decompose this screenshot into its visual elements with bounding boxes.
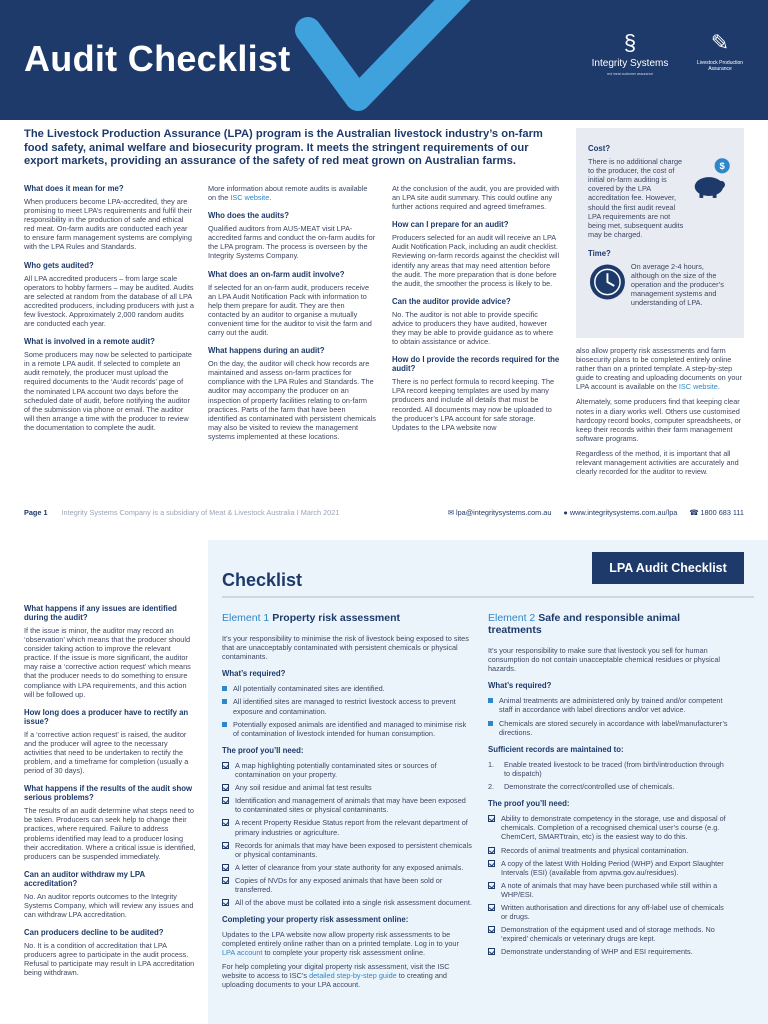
checklist-divider — [222, 596, 754, 598]
isc-website-link-2[interactable]: ISC website — [678, 382, 718, 392]
para-who-does-audits: Qualified auditors from AUS-MEAT visit LPA-accredited farms and conduct the on-farm audits for the LPA program. The process is overseen by the Integrity Systems Company. — [208, 224, 376, 261]
footer-web-text: www.integritysystems.com.au/lpa — [569, 508, 678, 517]
checkbox-icon[interactable] — [488, 860, 495, 867]
heading-who-does-audits: Who does the audits? — [208, 211, 289, 221]
heading-during-audit: What happens during an audit? — [208, 346, 325, 356]
element-1-required-list — [222, 684, 472, 737]
page-footer — [24, 508, 744, 517]
checkbox-icon[interactable] — [488, 948, 495, 955]
checklist-item[interactable] — [222, 796, 472, 814]
checklist-item-text: A copy of the latest With Holding Period (WHP) and Export Slaughter Intervals (ESI) (available from apvma.gov.au/residues). — [501, 858, 724, 877]
list-item — [222, 684, 472, 693]
para-conclusion: At the conclusion of the audit, you are provided with an LPA site audit summary. This could outline any further actions required and agreed timeframes. — [392, 184, 560, 212]
element-2-required-heading: What’s required? — [488, 681, 552, 691]
integrity-systems-logo-name: Integrity Systems — [591, 58, 669, 69]
para-issues-identified: If the issue is minor, the auditor may record an ‘observation’ which means that the producer should consider taking action to improve the relevant practice. If the issue is more significant, the auditor may raise a ‘corrective action request’ which means that the producer needs to do something to ensure compliance with LPA requirements, and this action will be followed up. — [24, 626, 191, 699]
para-regardless: Regardless of the method, it is important that all relevant management activities are accurately and clearly recorded for the auditor to review. — [576, 448, 739, 477]
cost-time-box — [576, 128, 744, 338]
checklist-item[interactable] — [488, 846, 728, 855]
checkbox-icon[interactable] — [488, 815, 495, 822]
footer-phone-text: 1800 683 111 — [700, 508, 744, 517]
checklist-item-text: Demonstrate understanding of WHP and ESI requirements. — [501, 947, 693, 957]
heading-who-gets-audited: Who gets audited? — [24, 260, 94, 270]
checklist-item[interactable] — [222, 863, 472, 872]
heading-withdraw: Can an auditor withdraw my LPA accreditation? — [24, 869, 145, 888]
globe-icon: ● — [563, 508, 570, 517]
list-item-text: All potentially contaminated sites are identified. — [233, 684, 385, 694]
footer-web[interactable] — [563, 508, 677, 517]
footer-email[interactable] — [448, 508, 552, 517]
element-1-number: Element 1 — [222, 612, 270, 624]
checklist-item-text: Identification and management of animals that may have been exposed to contaminated sites or physical contaminants. — [235, 796, 466, 815]
element-2-required-list — [488, 696, 728, 736]
checklist-item-text: Written authorisation and directions for any off-label use of chemicals or drugs. — [501, 902, 724, 922]
heading-remote-audit: What is involved in a remote audit? — [24, 337, 155, 347]
para-what-does-it-mean: When producers become LPA-accredited, they are promising to meet LPA’s requirements and fulfil their responsibility in the production of safe and ethical red meat. On-farm audits are conducted each year to ensure farm management systems are complying with the LPA Rules and Standards. — [24, 197, 192, 252]
heading-rectify: How long does a producer have to rectify an issue? — [24, 707, 189, 726]
checkbox-icon[interactable] — [488, 847, 495, 854]
checklist-item[interactable] — [488, 903, 728, 921]
integrity-systems-logo-icon: § — [623, 30, 637, 55]
bullet-square-icon — [222, 699, 227, 704]
dollar-icon: $ — [719, 161, 726, 173]
online-para-2-text: For help completing your digital property risk assessment, visit the ISC website to access to ISC’s — [222, 961, 450, 980]
list-item-text: Demonstrate the correct/controlled use of chemicals. — [504, 782, 675, 792]
checkbox-icon[interactable] — [488, 926, 495, 933]
list-item — [488, 696, 728, 714]
heading-issues-identified: What happens if any issues are identified during the audit? — [24, 604, 177, 622]
element-1 — [222, 612, 472, 993]
column-4 — [576, 346, 744, 479]
checklist-item[interactable] — [222, 841, 472, 859]
step-by-step-guide-link[interactable]: detailed step-by-step guide — [309, 970, 397, 980]
cost-text: There is no additional charge to the producer, the cost of initial on-farm auditing is covered by the LPA accreditation fee. However, should the first audit reveal LPA requirements are not being met, subsequent audits may be charged. — [588, 157, 684, 239]
email-icon: ✉ — [447, 508, 456, 517]
checklist-item[interactable] — [222, 818, 472, 836]
para-online-records-text: also allow property risk assessments and farm biosecurity plans to be completed entirely online rather than on a printed template. A step-by-step guide to creating and uploading documents on your LPA account is available on the — [576, 346, 742, 392]
checkbox-icon[interactable] — [222, 864, 229, 871]
heading-provide-records: How do I provide the records required for the audit? — [392, 355, 560, 374]
element-2-proof-list — [488, 814, 728, 956]
heading-advice: Can the auditor provide advice? — [392, 296, 511, 306]
list-item-text: Enable treated livestock to be traced (from birth/introduction through to dispatch) — [504, 759, 724, 778]
para-on-farm-audit: If selected for an on-farm audit, producers receive an LPA Audit Notification Pack with information to help them prepare for audit. They are then contacted by an auditor to organise a mutually convenient time for the auditor to visit the farm and carry out the audit. — [208, 282, 372, 338]
faq-column — [24, 604, 196, 980]
checklist-item-text: A note of animals that may have been purchased while still within a WHP/ESI. — [501, 880, 718, 899]
checkbox-icon[interactable] — [222, 877, 229, 884]
footer-contacts — [448, 508, 744, 517]
isc-website-link[interactable]: ISC website — [230, 193, 270, 203]
heading-what-does-it-mean: What does it mean for me? — [24, 184, 124, 193]
list-item — [222, 720, 472, 738]
para-provide-records: There is no perfect formula to record keeping. The LPA record keeping templates are used by many producers and include all details that must be recorded. All documents may now be uploaded to the producer’s LPA account for safe storage. Updates to the LPA website now — [392, 377, 555, 432]
para-decline: No. It is a condition of accreditation that LPA producers agree to participate in the audit process. Refusal to participate may result in LPA accreditation being withdrawn. — [24, 941, 195, 978]
cost-title: Cost? — [588, 144, 611, 153]
column-2 — [208, 184, 376, 444]
clock-icon — [588, 262, 627, 302]
para-serious-problems: The results of an audit determine what steps need to be taken. Producers can seek help to change their practices, where required. Failure to address problems identified may lead to a producer losing their accreditation. Where a critical issue is identified, producers can be suspended immediately. — [24, 806, 196, 861]
checklist-title: Checklist — [222, 570, 303, 590]
cost-block — [588, 157, 732, 239]
checklist-item[interactable] — [488, 814, 728, 841]
para-during-audit: On the day, the auditor will check how records are maintained and assess on-farm practices for compliance with the LPA Rules and Standards. The auditor may accompany the producer on an inspection of property facilities relating to on-farm practices. Parts of the farm that have been identified as contaminated with persistent chemicals may also be visited to review the management systems implemented at these locations. — [208, 359, 376, 441]
checklist-item[interactable] — [488, 859, 728, 877]
checklist-item-text: Any soil residue and animal fat test results — [235, 783, 372, 793]
heading-on-farm-audit: What does an on-farm audit involve? — [208, 269, 345, 279]
time-block — [588, 262, 732, 307]
lpa-logo — [690, 32, 750, 72]
checkbox-icon[interactable] — [222, 797, 229, 804]
list-number: 2. — [488, 782, 495, 792]
checklist-item[interactable] — [222, 898, 472, 907]
checklist-item-text: Records for animals that may have been exposed to persistent chemicals or physical contaminants. — [235, 840, 472, 859]
checkbox-icon[interactable] — [222, 762, 229, 769]
list-item-text: All identified sites are managed to restrict livestock access to prevent exposure and contamination. — [233, 697, 456, 716]
element-1-required-heading: What’s required? — [222, 669, 286, 679]
element-2-intro: It’s your responsibility to make sure that livestock you sell for human consumption do not contain unacceptable chemical residues or physical hazards. — [488, 646, 721, 674]
para-online-records — [576, 346, 744, 391]
checklist-item[interactable] — [488, 925, 728, 943]
checklist-item-text: A letter of clearance from your state authority for any exposed animals. — [235, 862, 464, 872]
para-withdraw: No. An auditor reports outcomes to the Integrity Systems Company, which will review any issues and can withdraw LPA accreditation. — [24, 891, 194, 919]
online-para-1-end: to complete your property risk assessment online. — [262, 948, 426, 958]
para-remote-info-text: More information about remote audits is available on the — [208, 184, 368, 203]
heading-prepare: How can I prepare for an audit? — [392, 220, 509, 230]
list-item — [488, 760, 728, 778]
checkmark-graphic — [280, 0, 500, 120]
checklist-item[interactable] — [488, 881, 728, 899]
element-1-name: Property risk assessment — [272, 612, 401, 624]
element-2-number: Element 2 — [488, 612, 536, 624]
checklist-item-text: A map highlighting potentially contaminated sites or sources of contamination on your property. — [235, 760, 437, 780]
para-remote-audit: Some producers may now be selected to participate in a remote LPA audit. If selected to complete an audit remotely, the producer must upload the required documents to the ‘Audit records’ page of the nominated LPA account two days before the scheduled date of audit, before notifying the auditor of the submission via phone or email. The auditor will then arrange a time with the producer to review the documentation to complete the audit. — [24, 350, 192, 432]
element-1-online-para-1 — [222, 930, 472, 957]
column-1 — [24, 184, 194, 435]
intro-paragraph: The Livestock Production Assurance (LPA) program is the Australian livestock industry’s on-farm food safety, animal welfare and biosecurity program. It meets the stringent requirements of our export markets, providing an assurance of the safety of red meat grown on Australian farms. — [24, 128, 543, 167]
checklist-item-text: Copies of NVDs for any exposed animals that have been sold or transferred. — [235, 875, 443, 894]
element-1-online-heading: Completing your property risk assessment online: — [222, 915, 409, 925]
piggy-bank-icon — [690, 157, 732, 201]
bullet-square-icon — [222, 722, 227, 727]
heading-decline: Can producers decline to be audited? — [24, 928, 164, 938]
element-2-records-heading: Sufficient records are maintained to: — [488, 744, 624, 754]
phone-icon: ☎ — [689, 508, 701, 517]
lpa-account-link[interactable]: LPA account — [222, 948, 263, 958]
para-diary: Alternately, some producers find that keeping clear notes in a diary works well. Others use customised hardcopy record books, computer spreadsheets, or keep their records within their farm management software programs. — [576, 397, 742, 443]
list-item — [488, 782, 728, 791]
checklist-item[interactable] — [488, 947, 728, 956]
para-who-gets-audited: All LPA accredited producers – from large scale operators to hobby farmers – may be audited. Audits are selected at random from the database of all LPA accredited producers, including producers with just a few livestock. Approximately 2,000 random audits are conducted each year. — [24, 273, 194, 329]
heading-serious-problems: What happens if the results of the audit show serious problems? — [24, 784, 193, 803]
list-item-text: Animal treatments are administered only by trained and/or competent staff in accordance with label directions and/or vet advice. — [499, 696, 723, 715]
integrity-systems-logo — [590, 32, 670, 76]
bullet-square-icon — [488, 721, 493, 726]
para-prepare: Producers selected for an audit will receive an LPA Audit Notification Pack, including an audit checklist. Reviewing on-farm records against the checklist will identify any areas that may need attention before the audit. The more preparation that is done before the audit, the smoother the process is likely to be. — [392, 233, 560, 288]
checkbox-icon[interactable] — [222, 784, 229, 791]
element-2-title — [488, 612, 728, 636]
page-number: Page 1 — [24, 508, 48, 517]
list-number: 1. — [488, 759, 495, 769]
online-para-1-text: Updates to the LPA website now allow property risk assessments to be completed entirely online rather than on a printed template. Log in to your — [222, 930, 459, 949]
time-title: Time? — [588, 248, 611, 258]
para-remote-info-end: . — [269, 193, 272, 203]
element-1-online-para-2 — [222, 962, 472, 989]
checkbox-icon[interactable] — [222, 899, 229, 906]
lpa-logo-icon: ✎ — [710, 30, 730, 55]
online-para-2-end: to creating and uploading documents to your LPA account. — [222, 970, 447, 989]
list-item-text: Potentially exposed animals are identified and managed to minimise risk of contamination of livestock intended for human consumption. — [233, 719, 467, 738]
checklist-item-text: A recent Property Residue Status report from the relevant department of primary industries or agriculture. — [235, 818, 468, 837]
checkbox-icon[interactable] — [488, 904, 495, 911]
element-1-proof-list — [222, 761, 472, 907]
element-1-proof-heading: The proof you’ll need: — [222, 745, 304, 755]
checklist-panel — [208, 540, 768, 1024]
column-3 — [392, 184, 560, 435]
checklist-item[interactable] — [222, 876, 472, 894]
para-rectify: If a ‘corrective action request’ is raised, the auditor and the producer will agree to the necessary activities that need to be undertaken to rectify the problem, and a timeframe for completion (usually a period of 30 days). — [24, 729, 189, 776]
para-online-records-end: . — [717, 382, 720, 392]
element-2 — [488, 612, 728, 960]
checklist-item[interactable] — [222, 783, 472, 792]
list-item — [488, 719, 728, 737]
para-remote-info — [208, 184, 376, 202]
time-text: On average 2-4 hours, although on the size of the operation and the producer’s management systems and understanding of LPA. — [630, 262, 724, 308]
checklist-item-text: All of the above must be collated into a single risk assessment document. — [235, 898, 472, 908]
checkbox-icon[interactable] — [222, 842, 229, 849]
footer-company-text: Integrity Systems Company is a subsidiary of Meat & Livestock Australia I March 2021 — [61, 508, 340, 517]
integrity-systems-logo-tagline: red meat customer assurance — [606, 72, 654, 76]
checklist-item-text: Records of animal treatments and physical contamination. — [501, 845, 689, 855]
page-header — [0, 0, 768, 120]
element-1-title — [222, 612, 472, 624]
element-2-records-list — [488, 760, 728, 791]
footer-phone[interactable] — [689, 508, 744, 517]
lpa-logo-name: Livestock Production Assurance — [696, 60, 744, 72]
list-item-text: Chemicals are stored securely in accordance with label/manufacturer’s directions. — [499, 718, 728, 737]
checkbox-icon[interactable] — [488, 882, 495, 889]
lpa-audit-checklist-tab: LPA Audit Checklist — [592, 552, 744, 584]
list-item — [222, 697, 472, 715]
bullet-square-icon — [488, 698, 493, 703]
para-advice: No. The auditor is not able to provide specific advice to producers they have audited, however they may be able to provide guidance as to where to obtain assistance or advice. — [392, 309, 554, 347]
checklist-item[interactable] — [222, 761, 472, 779]
page-title: Audit Checklist — [24, 38, 291, 79]
element-1-intro: It’s your responsibility to minimise the risk of livestock being exposed to sites that are unacceptably contaminated with persistent chemicals or physical contaminants. — [222, 634, 469, 662]
element-2-proof-heading: The proof you’ll need: — [488, 799, 570, 809]
checklist-item-text: Ability to demonstrate competency in the storage, use and disposal of chemicals. Completion of a recognised chemical user’s course (e.g. ChemCert, SMARTtrain, etc) is the easiest way to do this. — [501, 814, 726, 842]
checkbox-icon[interactable] — [222, 819, 229, 826]
bullet-square-icon — [222, 686, 227, 691]
checklist-item-text: Demonstration of the equipment used and of storage methods. No ‘expired’ chemicals or veterinary drugs are kept. — [501, 925, 715, 944]
footer-email-text: lpa@integritysystems.com.au — [455, 508, 552, 517]
element-2-name: Safe and responsible animal treatments — [488, 612, 680, 636]
